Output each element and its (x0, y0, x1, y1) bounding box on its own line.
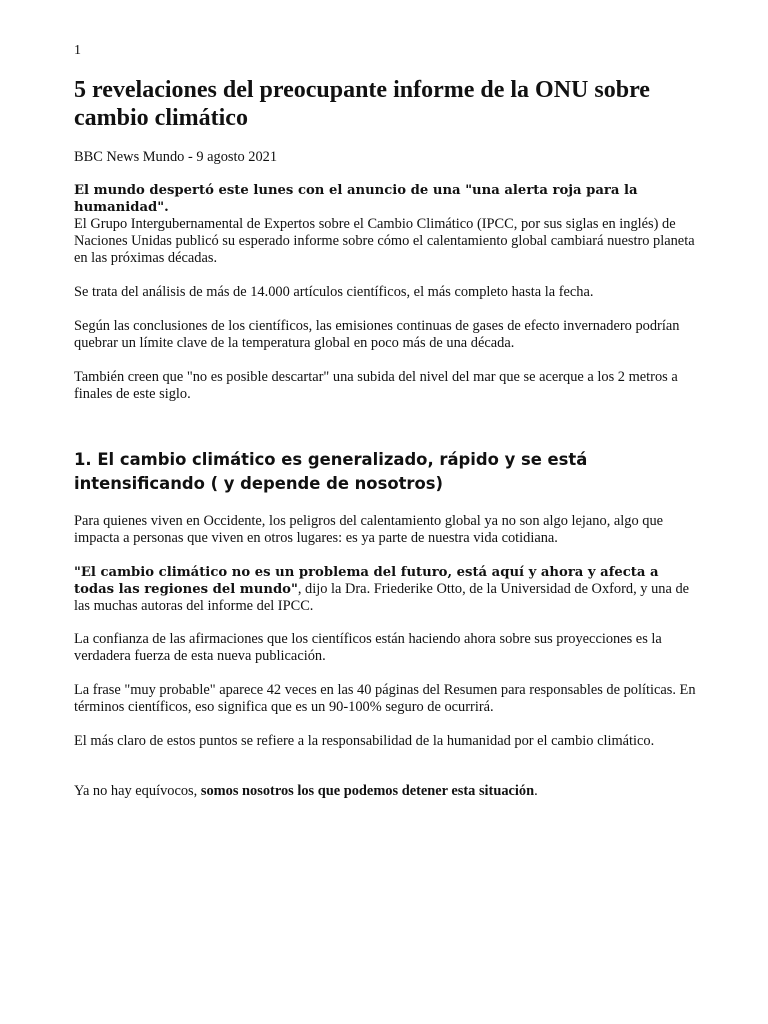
lead-text: El mundo despertó este lunes con el anuncio de una "una alerta roja para la humanidad". (74, 183, 638, 215)
section-paragraph: La confianza de las afirmaciones que los científicos están haciendo ahora sobre sus proyecciones es la verdadera fuerza de esta nueva publicación. (74, 631, 662, 664)
intro-paragraph: También creen que "no es posible descartar" una subida del nivel del mar que se acerque a los 2 metros a finales de este siglo. (74, 369, 678, 402)
closing-paragraph (74, 783, 699, 800)
section-heading: 1. El cambio climático es generalizado, rápido y se está intensificando ( y depende de nosotros) (74, 450, 588, 493)
lead-paragraph (74, 182, 699, 216)
page-number: 1 (74, 43, 81, 58)
byline: BBC News Mundo - 9 agosto 2021 (74, 149, 278, 165)
closing-text-end: . (534, 783, 538, 799)
quote-text: "El cambio climático no es un problema del futuro, está aquí y ahora y afecta a todas las regiones del mundo" (74, 565, 659, 597)
quote-attribution: , dijo la Dra. Friederike Otto, de la Universidad de Oxford, y una de las muchas autoras del informe del IPCC. (74, 581, 690, 614)
article-title: 5 revelaciones del preocupante informe de la ONU sobre cambio climático (74, 77, 650, 131)
quote-paragraph (74, 564, 699, 615)
intro-paragraph: Se trata del análisis de más de 14.000 artículos científicos, el más completo hasta la fecha. (74, 284, 594, 300)
section-paragraph: La frase "muy probable" aparece 42 veces en las 40 páginas del Resumen para responsables de políticas. En términos científicos, eso significa que es un 90-100% seguro de ocurrirá. (74, 682, 696, 715)
section-paragraph: El más claro de estos puntos se refiere a la responsabilidad de la humanidad por el cambio climático. (74, 733, 655, 749)
closing-text-start: Ya no hay equívocos, (74, 783, 201, 799)
section-paragraph: Para quienes viven en Occidente, los peligros del calentamiento global ya no son algo lejano, algo que impacta a personas que viven en otros lugares: es ya parte de nuestra vida cotidiana. (74, 513, 664, 546)
intro-paragraph: Según las conclusiones de los científicos, las emisiones continuas de gases de efecto invernadero podrían quebrar un límite clave de la temperatura global en poco más de una década. (74, 318, 680, 351)
closing-emphasis: somos nosotros los que podemos detener esta situación (200, 783, 535, 799)
intro-paragraph: El Grupo Intergubernamental de Expertos sobre el Cambio Climático (IPCC, por sus siglas en inglés) de Naciones Unidas publicó su esperado informe sobre cómo el calentamiento global cambiará nuestro planeta en las próximas décadas. (74, 216, 695, 266)
